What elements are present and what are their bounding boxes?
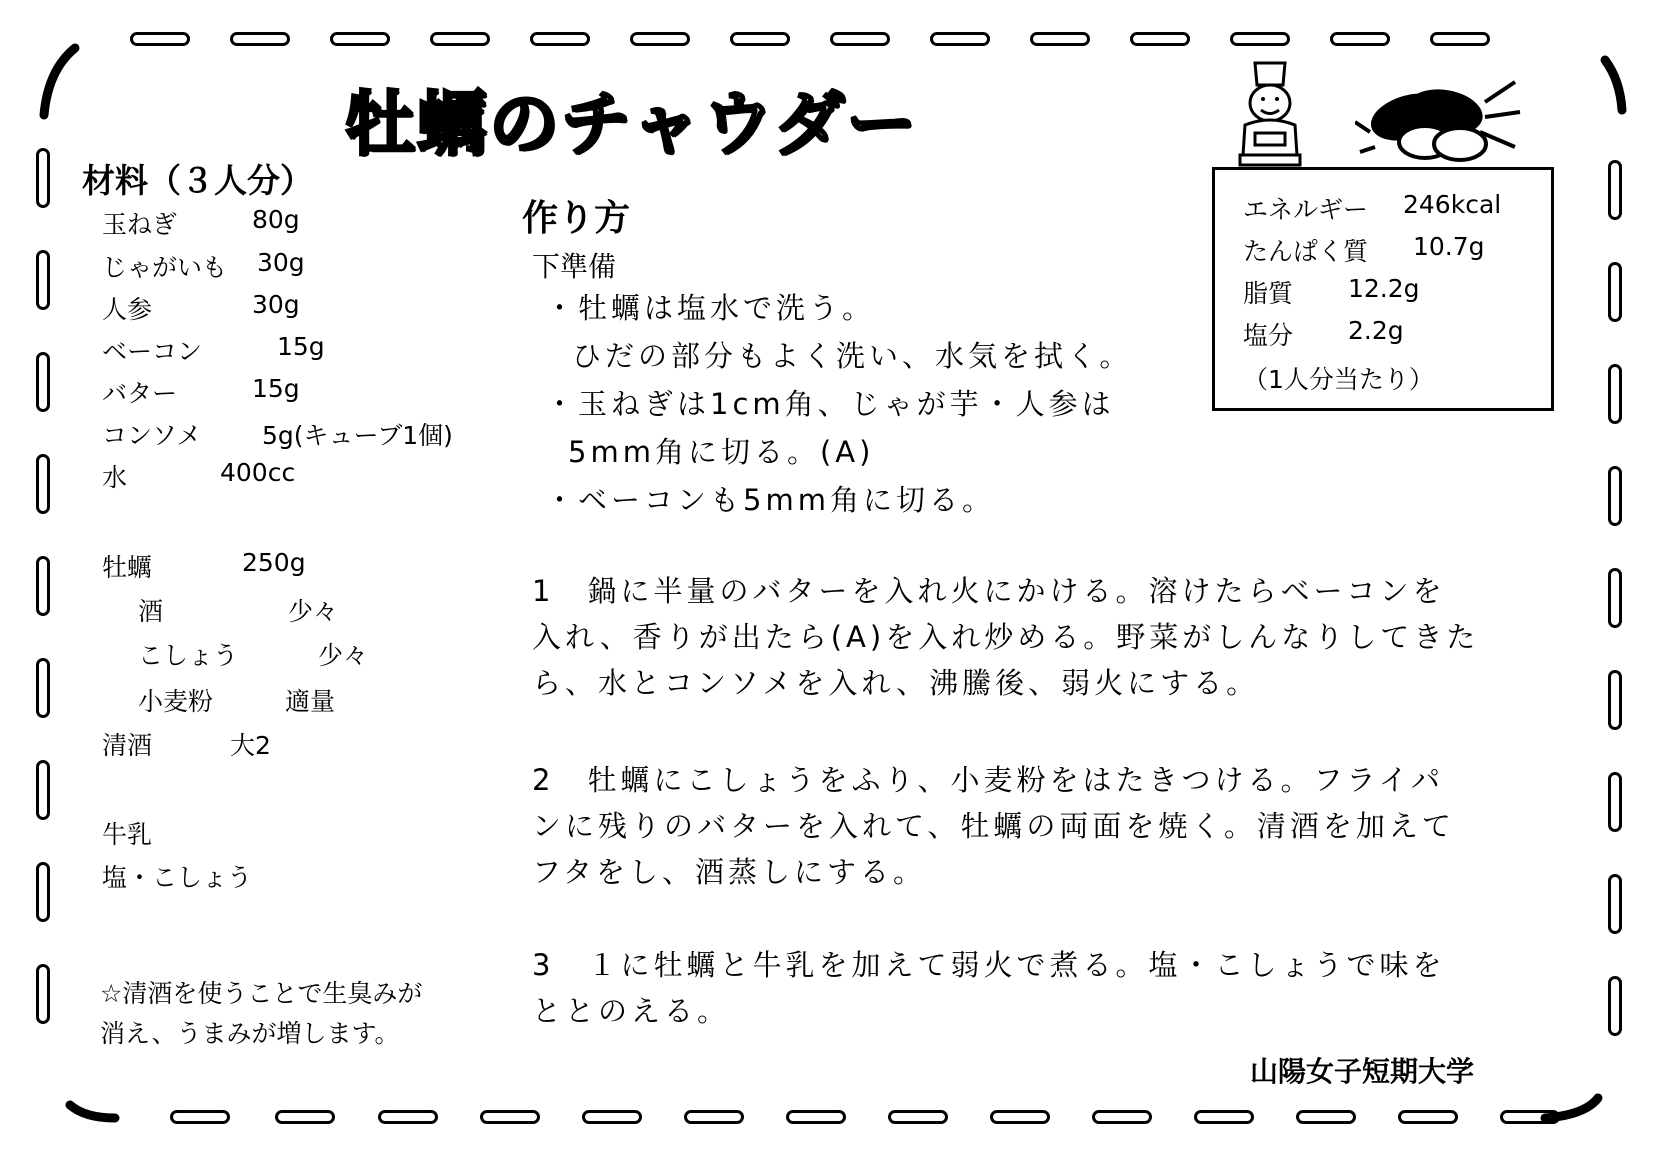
nutrition-value: 10.7g <box>1413 232 1485 261</box>
prep-line: ・ベーコンも5mm角に切る。 <box>545 483 995 517</box>
ingredient-amount: 大2 <box>230 731 271 760</box>
nutrition-label: 脂質 <box>1243 279 1294 308</box>
ingredient-name: 人参 <box>102 295 153 324</box>
ingredient-name: 小麦粉 <box>138 687 214 716</box>
ingredient-name: 牛乳 <box>102 820 153 849</box>
chef-figure-icon <box>1225 55 1315 170</box>
ingredient-name: コンソメ <box>102 421 202 450</box>
step-2-line: フタをし、酒蒸しにする。 <box>532 855 926 889</box>
ingredient-name: 酒 <box>138 597 164 626</box>
prep-line: ・玉ねぎは1cm角、じゃが芋・人参は <box>545 387 1115 421</box>
nutrition-label: エネルギー <box>1243 195 1369 224</box>
tip-line: ☆清酒を使うことで生臭みが <box>100 979 423 1008</box>
ingredient-amount: 30g <box>257 248 305 277</box>
ingredient-amount: 少々 <box>318 641 369 670</box>
ingredient-name: 清酒 <box>102 731 153 760</box>
prep-line: ひだの部分もよく洗い、水気を拭く。 <box>572 339 1133 373</box>
ingredient-name: バター <box>102 379 178 408</box>
nutrition-row <box>1243 274 1420 310</box>
step-2-line: 2 牡蠣にこしょうをふり、小麦粉をはたきつける。フライパ <box>532 763 1445 797</box>
ingredient-amount: 80g <box>252 205 300 234</box>
nutrition-row <box>1243 190 1502 226</box>
nutrition-note: （1人分当たり） <box>1243 365 1434 394</box>
ingredient-name: 塩・こしょう <box>102 863 253 892</box>
ingredient-name: ベーコン <box>102 337 203 366</box>
step-1-line: 1 鍋に半量のバターを入れ火にかける。溶けたらベーコンを <box>532 574 1446 608</box>
nutrition-value: 246kcal <box>1403 190 1502 219</box>
oysters-icon <box>1355 72 1525 172</box>
nutrition-label: 塩分 <box>1243 321 1294 350</box>
page-title: 牡蠣のチャウダー <box>345 83 919 165</box>
nutrition-row <box>1243 232 1485 268</box>
ingredient-name: こしょう <box>138 641 239 670</box>
ingredient-amount: 400cc <box>220 458 296 487</box>
ingredient-name: 玉ねぎ <box>102 210 178 239</box>
ingredients-heading: 材料（３人分） <box>82 161 313 200</box>
tip-text <box>100 974 422 1054</box>
nutrition-row <box>1243 316 1404 352</box>
method-heading: 作り方 <box>522 198 631 239</box>
step-2-line: ンに残りのバターを入れて、牡蠣の両面を焼く。清酒を加えて <box>532 809 1455 843</box>
step-1-line: 入れ、香りが出たら(A)を入れ炒める。野菜がしんなりしてきた <box>532 620 1480 654</box>
ingredient-name: 水 <box>102 463 128 492</box>
nutrition-value: 12.2g <box>1348 274 1420 303</box>
ingredient-amount: 30g <box>252 290 300 319</box>
step-1-line: ら、水とコンソメを入れ、沸騰後、弱火にする。 <box>532 666 1260 700</box>
ingredient-amount: 15g <box>252 374 300 403</box>
nutrition-box <box>1212 167 1554 411</box>
nutrition-label: たんぱく質 <box>1243 237 1369 266</box>
prep-line: 5mm角に切る。(A) <box>568 435 875 469</box>
ingredient-amount: 少々 <box>288 597 339 626</box>
prep-line: ・牡蠣は塩水で洗う。 <box>545 291 876 325</box>
nutrition-value: 2.2g <box>1348 316 1404 345</box>
ingredient-name: 牡蠣 <box>102 553 153 582</box>
ingredient-amount: 250g <box>242 548 306 577</box>
step-3-line: 3 １に牡蠣と牛乳を加えて弱火で煮る。塩・こしょうで味を <box>532 948 1446 982</box>
ingredient-name: じゃがいも <box>102 253 228 282</box>
ingredient-amount: 適量 <box>285 687 336 716</box>
prep-heading: 下準備 <box>532 250 617 283</box>
footer-institution: 山陽女子短期大学 <box>1250 1055 1475 1088</box>
ingredient-amount: 15g <box>277 332 325 361</box>
step-3-line: ととのえる。 <box>532 994 731 1028</box>
tip-line: 消え、うまみが増します。 <box>100 1019 400 1048</box>
ingredient-amount: 5g(キューブ1個) <box>262 421 453 450</box>
